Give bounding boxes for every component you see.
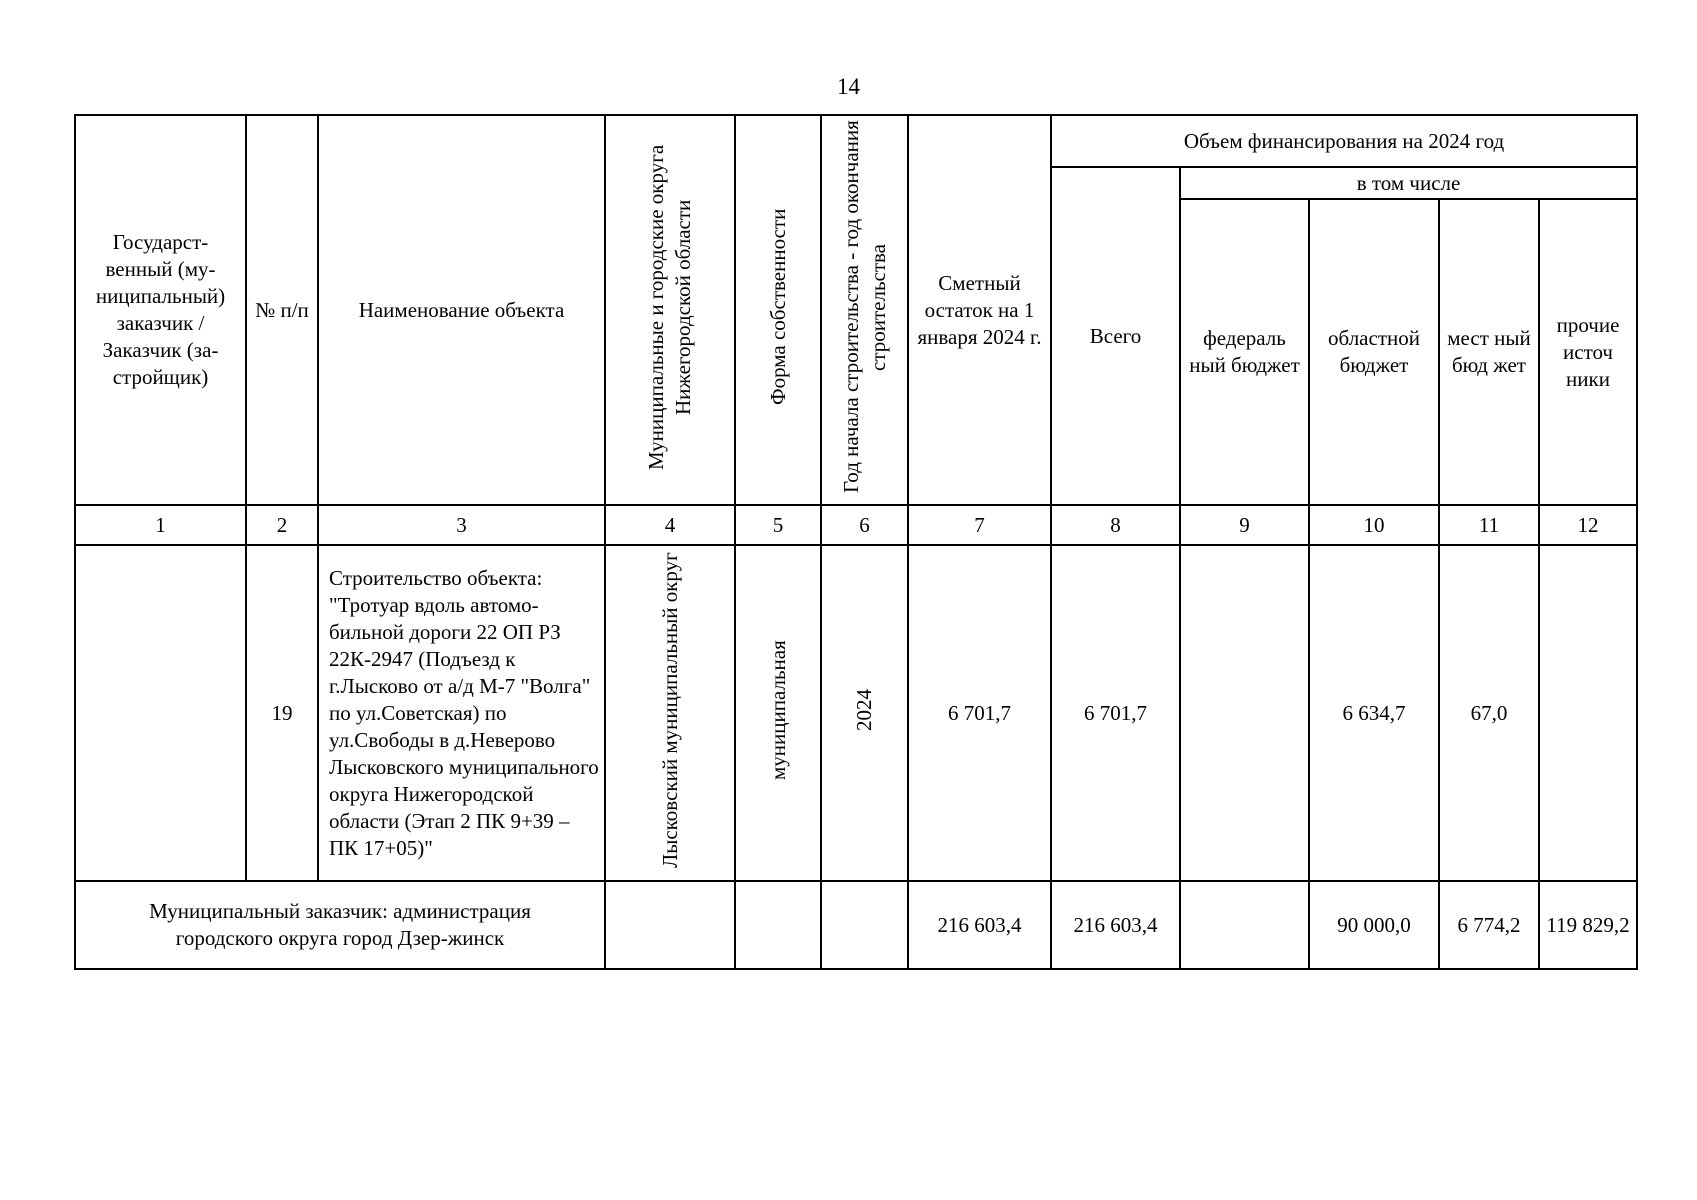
header-years-cell — [821, 115, 908, 505]
row-federal — [1180, 545, 1309, 881]
summary-label: Муниципальный заказчик: администрация городского округа город Дзер-жинск — [75, 881, 605, 969]
column-number: 3 — [318, 505, 605, 545]
page-number: 14 — [837, 74, 860, 99]
header-years: Год начала строительства - год окончания строительства — [838, 120, 890, 493]
row-local: 67,0 — [1439, 545, 1539, 881]
summary-district — [605, 881, 735, 969]
summary-years — [821, 881, 908, 969]
financing-table — [74, 114, 1638, 970]
column-number: 11 — [1439, 505, 1539, 545]
header-financing-group: Объем финансирования на 2024 год — [1051, 115, 1637, 167]
column-number: 6 — [821, 505, 908, 545]
header-ownership-cell — [735, 115, 821, 505]
column-number: 5 — [735, 505, 821, 545]
summary-estimate-balance: 216 603,4 — [908, 881, 1051, 969]
row-years-cell — [821, 545, 908, 881]
header-ownership: Форма собственности — [765, 208, 790, 405]
summary-federal — [1180, 881, 1309, 969]
header-federal: федераль ный бюджет — [1180, 199, 1309, 505]
table-row — [75, 545, 1637, 881]
header-object-name: Наименование объекта — [318, 115, 605, 505]
header-regional: областной бюджет — [1309, 199, 1439, 505]
summary-total: 216 603,4 — [1051, 881, 1180, 969]
header-district-cell — [605, 115, 735, 505]
header-district: Муниципальные и городские округа Нижегородской области — [644, 143, 695, 470]
column-number: 1 — [75, 505, 246, 545]
row-number: 19 — [246, 545, 318, 881]
column-number: 8 — [1051, 505, 1180, 545]
column-number: 12 — [1539, 505, 1637, 545]
header-total: Всего — [1051, 167, 1180, 505]
summary-ownership — [735, 881, 821, 969]
row-ownership: муниципальная — [765, 639, 790, 780]
row-district-cell — [605, 545, 735, 881]
summary-row — [75, 881, 1637, 969]
row-estimate-balance: 6 701,7 — [908, 545, 1051, 881]
row-customer — [75, 545, 246, 881]
column-number: 10 — [1309, 505, 1439, 545]
row-regional: 6 634,7 — [1309, 545, 1439, 881]
row-other — [1539, 545, 1637, 881]
header-other: прочие источ ники — [1539, 199, 1637, 505]
summary-regional: 90 000,0 — [1309, 881, 1439, 969]
column-number: 7 — [908, 505, 1051, 545]
row-years: 2024 — [852, 688, 876, 731]
column-number: 9 — [1180, 505, 1309, 545]
row-ownership-cell — [735, 545, 821, 881]
column-number: 2 — [246, 505, 318, 545]
header-row — [75, 115, 1637, 167]
header-including-group: в том числе — [1180, 167, 1637, 199]
column-number-row — [75, 505, 1637, 545]
row-total: 6 701,7 — [1051, 545, 1180, 881]
row-object-name: Строительство объекта: "Тротуар вдоль автомо-бильной дороги 22 ОП РЗ 22К-2947 (Подъезд к г.Лысково от а/д М-7 "Волга" по ул.Советская) по ул.Свободы в д.Неверово Лысковского муниципального округа Нижегородской области (Этап 2 ПК 9+39 – ПК 17+05)" — [318, 545, 605, 881]
row-district: Лысковский муниципальный округ — [657, 551, 682, 868]
header-estimate-balance: Сметный остаток на 1 января 2024 г. — [908, 115, 1051, 505]
summary-local: 6 774,2 — [1439, 881, 1539, 969]
header-number: № п/п — [246, 115, 318, 505]
column-number: 4 — [605, 505, 735, 545]
summary-other: 119 829,2 — [1539, 881, 1637, 969]
header-customer: Государст-венный (му-ниципальный) заказчик / Заказчик (за-стройщик) — [75, 115, 246, 505]
header-local: мест ный бюд жет — [1439, 199, 1539, 505]
